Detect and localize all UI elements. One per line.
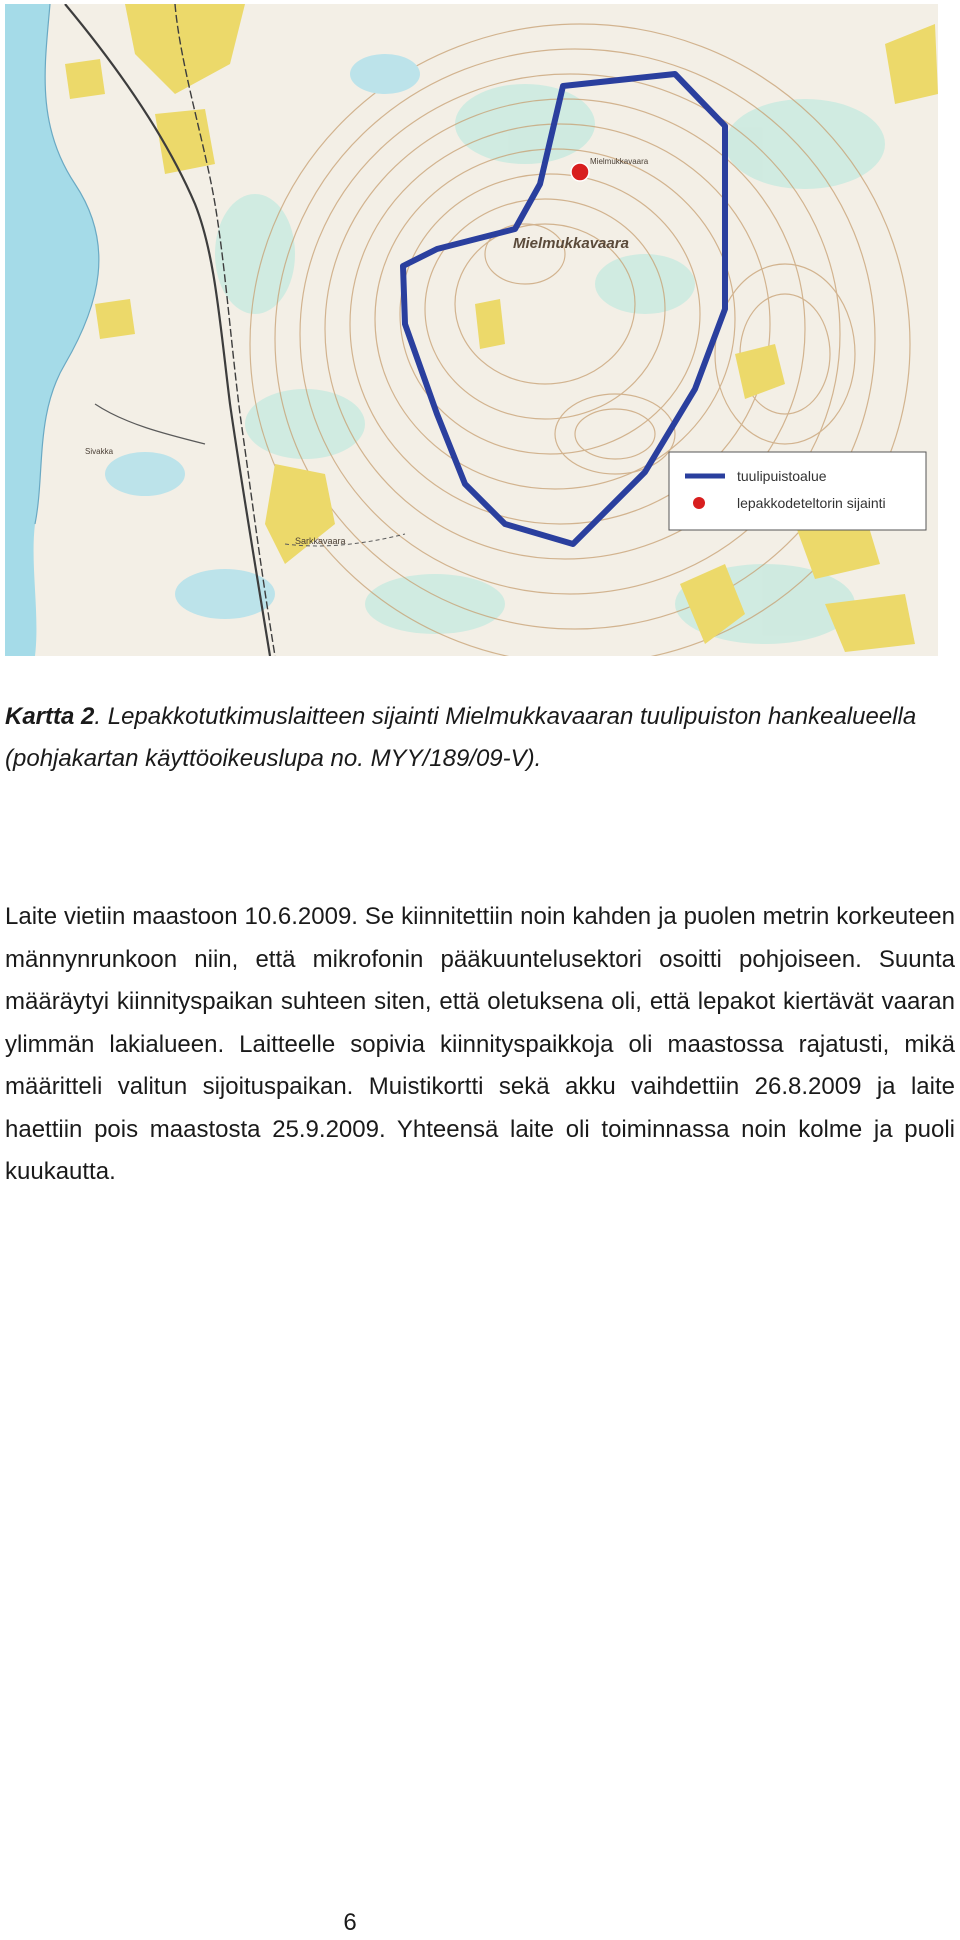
map-figure [5,4,938,656]
map-place-label-1: Sarkkavaara [295,536,346,546]
caption-text: Lepakkotutkimuslaitteen sijainti Mielmukkavaaran tuulipuiston hankealueella (pohjakartan käyttöoikeuslupa no. MYY/189/09-V). [5,703,917,772]
map-name-label: Mielmukkavaara [513,235,629,252]
figure-caption [5,696,955,780]
legend-boundary-label: tuulipuistoalue [737,468,827,484]
body-paragraph: Laite vietiin maastoon 10.6.2009. Se kiinnitettiin noin kahden ja puolen metrin korkeuteen männynrunkoon niin, että mikrofonin pääkuuntelusektori osoitti pohjoiseen. Suunta määräytyi kiinnityspaikan suhteen siten, että oletuksena oli, että lepakot kiertävät vaaran ylimmän lakialueen. Laitteelle sopivia kiinnityspaikkoja oli maastossa rajatusti, mikä määritteli valitun sijoituspaikan. Muistikortti sekä akku vaihdettiin 26.8.2009 ja laite haettiin pois maastosta 25.9.2009. Yhteensä laite oli toiminnassa noin kolme ja puoli kuukautta. [5,903,955,1185]
map-legend [669,452,926,530]
topographic-map [5,4,938,656]
map-place-label-3: Mielmukkavaara [590,157,649,166]
caption-separator: . [94,703,108,730]
legend-point-label: lepakkodeteltorin sijainti [737,495,886,511]
map-place-label-2: Sivakka [85,447,114,456]
detector-location-marker [571,163,589,181]
caption-label: Kartta 2 [5,703,95,730]
map-legend-box [669,452,926,530]
legend-point-swatch [693,497,705,509]
page-number: 6 [343,1909,357,1936]
